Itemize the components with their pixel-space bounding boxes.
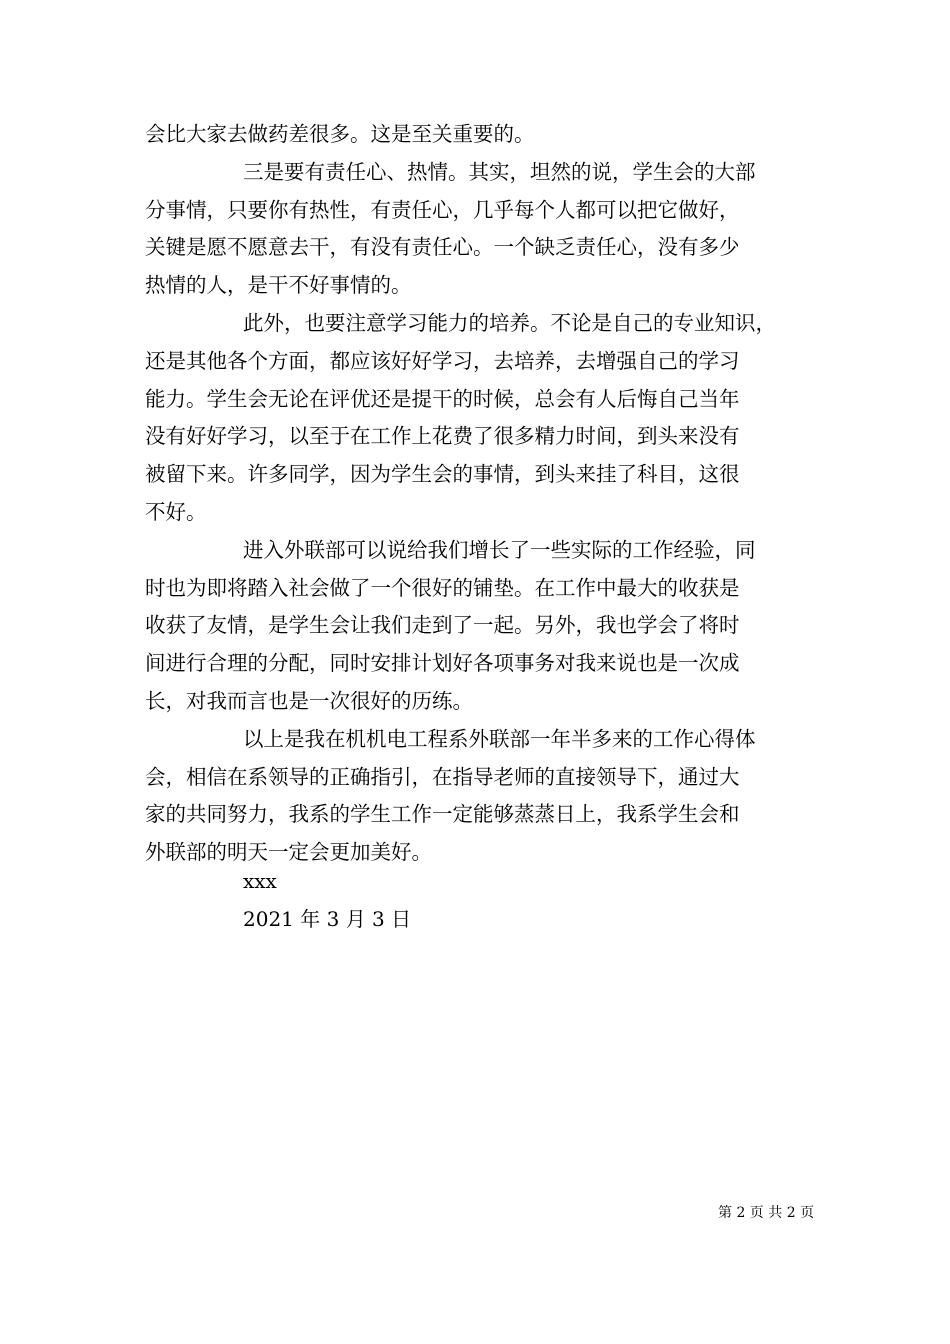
text-line: 会，相信在系领导的正确指引，在指导老师的直接领导下，通过大 bbox=[145, 764, 740, 789]
text-line: 热情的人，是干不好事情的。 bbox=[145, 273, 412, 298]
text-line: 不好。 bbox=[145, 499, 207, 524]
text-line: 被留下来。许多同学，因为学生会的事情，到头来挂了科目，这很 bbox=[145, 462, 740, 487]
text-line: 长，对我而言也是一次很好的历练。 bbox=[145, 688, 473, 713]
paragraph-start-line: 此外，也要注意学习能力的培养。不论是自己的专业知识， bbox=[243, 310, 776, 335]
text-line: 分事情，只要你有热性，有责任心，几乎每个人都可以把它做好， bbox=[145, 197, 740, 222]
paragraph-start-line: 三是要有责任心、热情。其实，坦然的说，学生会的大部 bbox=[243, 159, 756, 184]
text-line: 家的共同努力，我系的学生工作一定能够蒸蒸日上，我系学生会和 bbox=[145, 802, 740, 827]
paragraph-start-line: 以上是我在机机电工程系外联部一年半多来的工作心得体 bbox=[243, 726, 756, 751]
signature-block bbox=[243, 862, 411, 938]
text-line: 收获了友情，是学生会让我们走到了一起。另外，我也学会了将时 bbox=[145, 613, 740, 638]
signature-date: 2021 年 3 月 3 日 bbox=[243, 907, 412, 931]
text-line: 能力。学生会无论在评优还是提干的时候，总会有人后悔自己当年 bbox=[145, 386, 740, 411]
text-line: 时也为即将踏入社会做了一个很好的铺垫。在工作中最大的收获是 bbox=[145, 575, 740, 600]
document-body bbox=[145, 116, 815, 872]
paragraph-start-line: 进入外联部可以说给我们增长了一些实际的工作经验，同 bbox=[243, 537, 756, 562]
text-line: 外联部的明天一定会更加美好。 bbox=[145, 840, 432, 865]
page-number: 第 2 页 共 2 页 bbox=[718, 1205, 815, 1221]
text-line: 会比大家去做药差很多。这是至关重要的。 bbox=[145, 122, 535, 146]
text-line: 没有好好学习，以至于在工作上花费了很多精力时间，到头来没有 bbox=[145, 424, 740, 449]
text-line: 间进行合理的分配，同时安排计划好各项事务对我来说也是一次成 bbox=[145, 651, 740, 676]
text-line: 关键是愿不愿意去干，有没有责任心。一个缺乏责任心，没有多少 bbox=[145, 235, 740, 260]
text-line: 还是其他各个方面，都应该好好学习，去培养，去增强自己的学习 bbox=[145, 348, 740, 373]
signature-name: xxx bbox=[243, 869, 277, 893]
